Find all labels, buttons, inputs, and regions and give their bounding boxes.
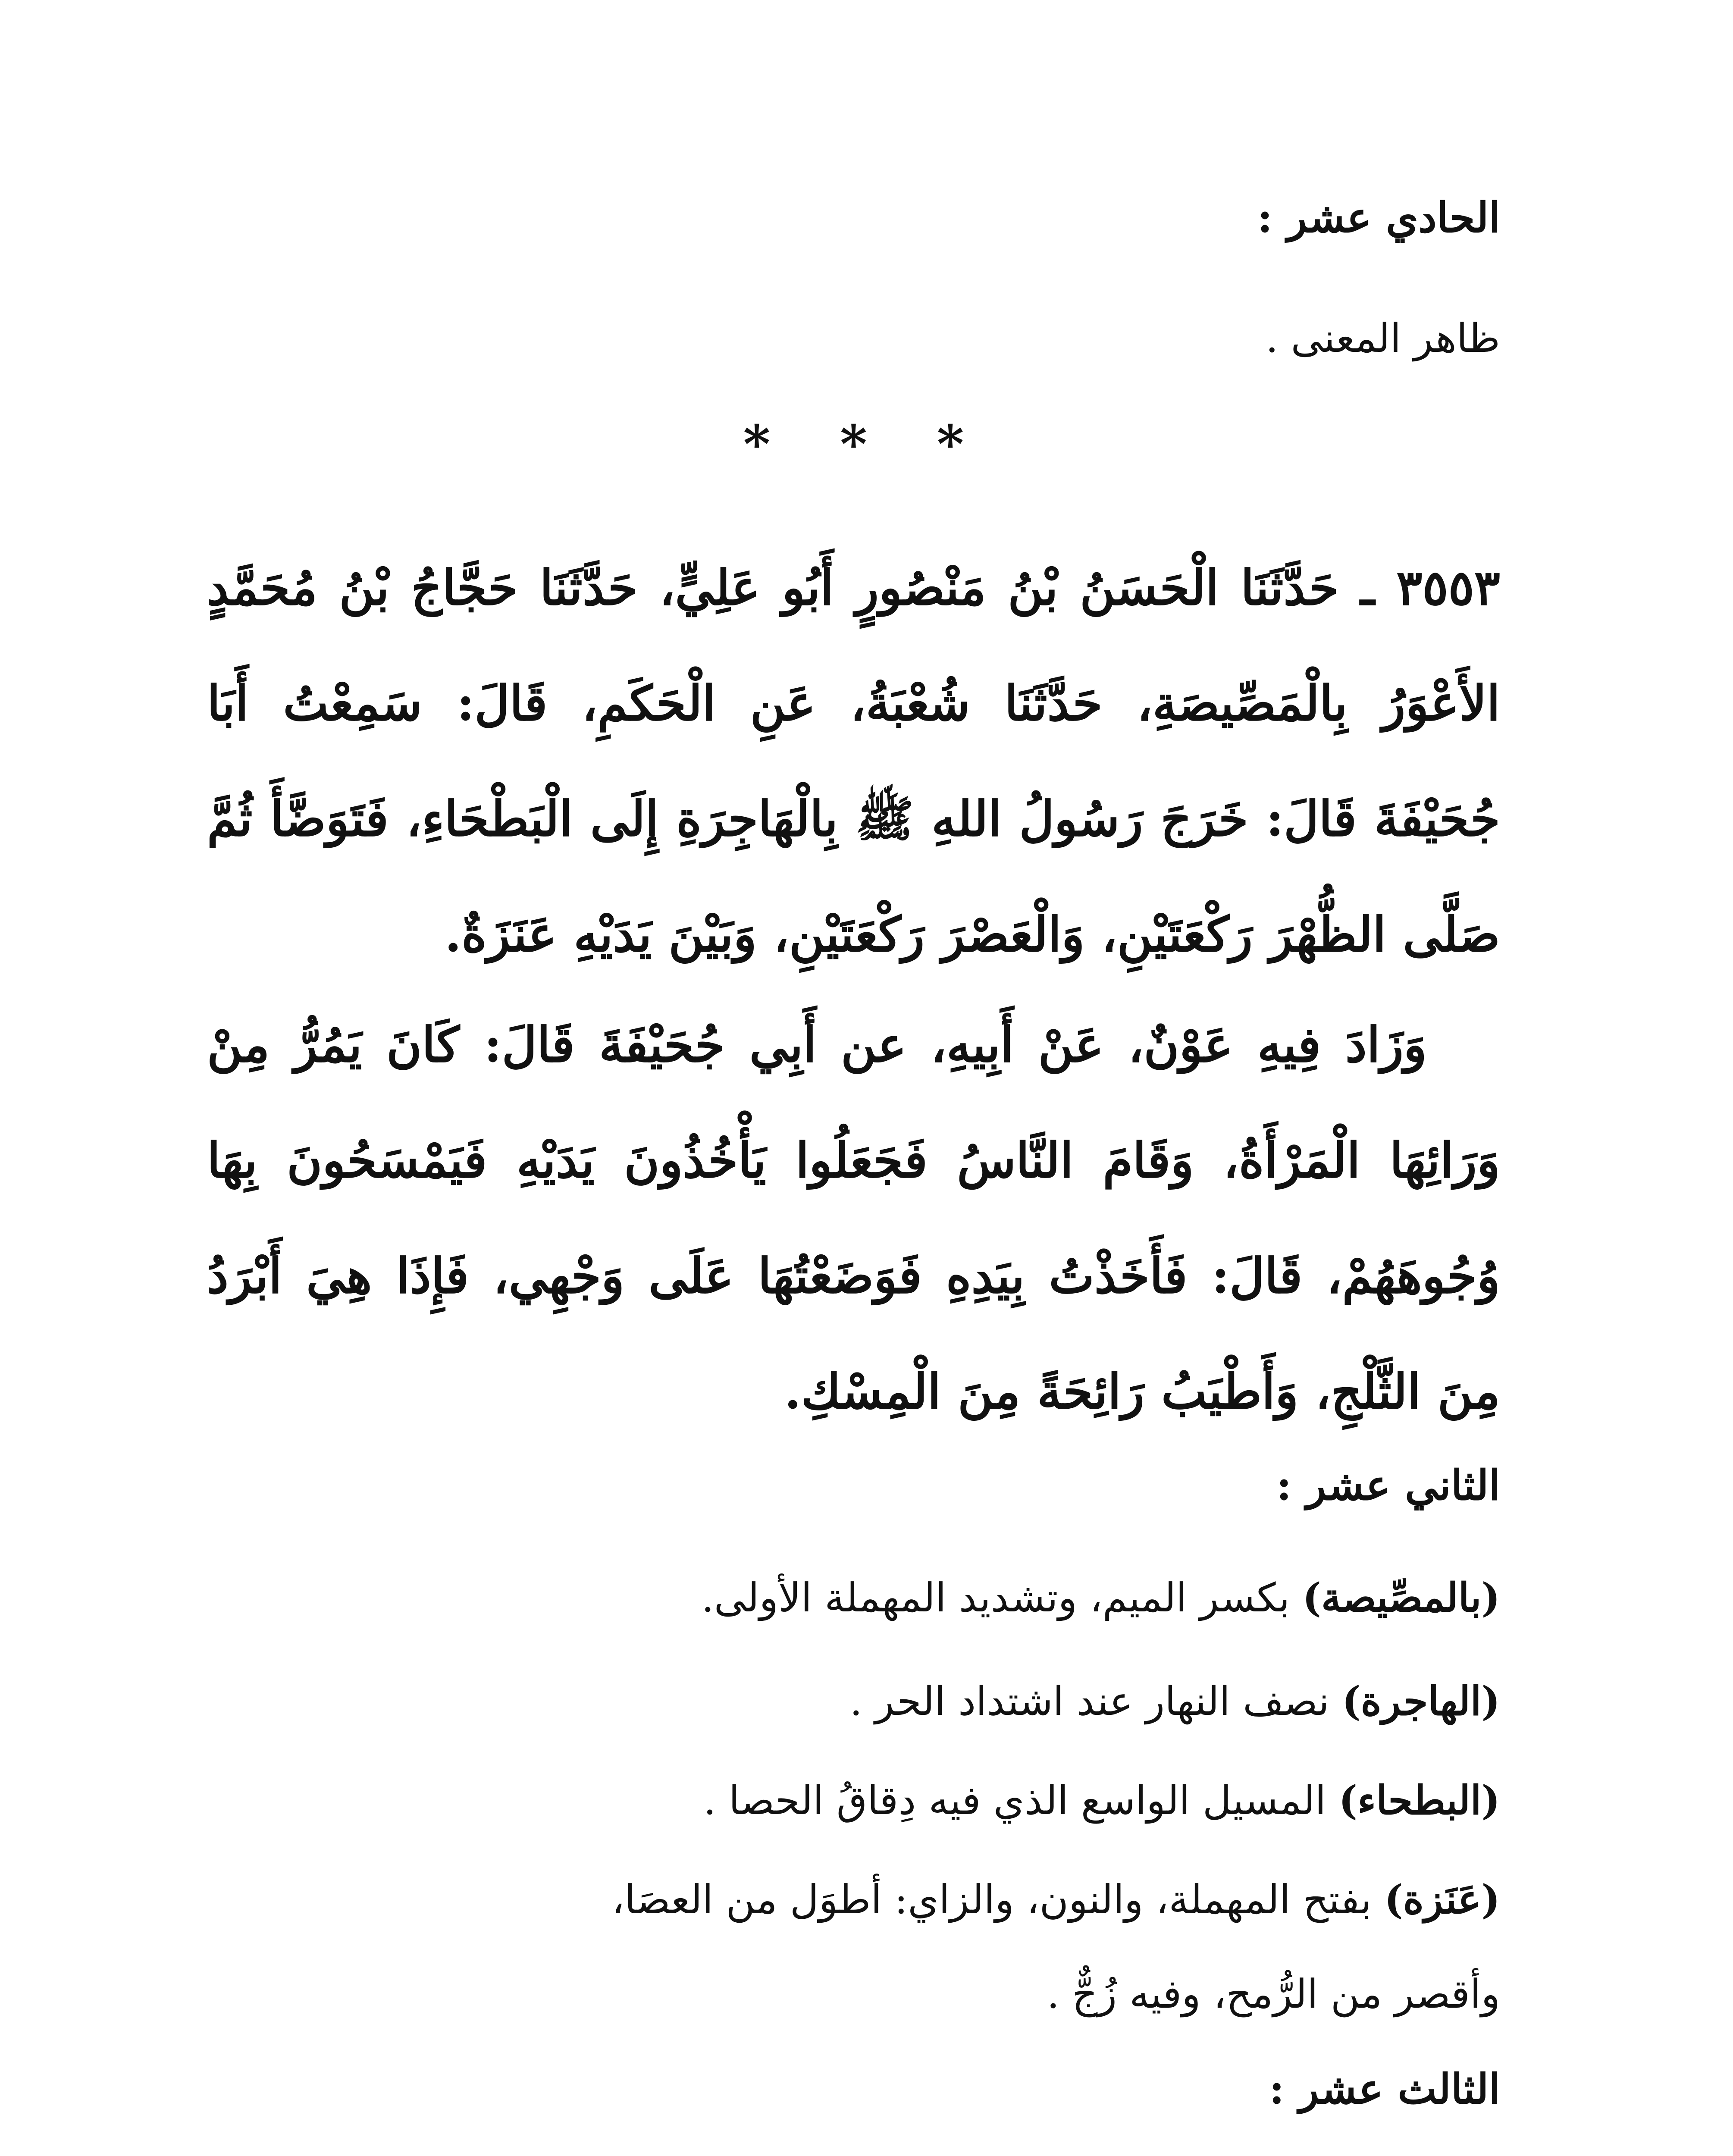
- section-12-heading: الثاني عشر :: [1276, 1461, 1500, 1510]
- commentary-text: بكسر الميم، وتشديد المهملة الأولى.: [701, 1575, 1303, 1621]
- commentary-item: [207, 1673, 1500, 1730]
- commentary-item: [207, 1871, 1500, 1928]
- commentary-text: بفتح المهملة، والنون، والزاي: أطوَل من العصَا،: [611, 1877, 1385, 1923]
- hadith-paragraph-2: وَزَادَ فِيهِ عَوْنٌ، عَنْ أَبِيهِ، عن أَبِي جُحَيْفَةَ قَالَ: كَانَ يَمُرُّ مِنْ وَرَائِهَا الْمَرْأَةُ، وَقَامَ النَّاسُ فَجَعَلُوا يَأْخُذُونَ يَدَيْهِ فَيَمْسَحُونَ بِهَا وُجُوهَهُمْ، قَالَ: فَأَخَذْتُ بِيَدِهِ فَوَضَعْتُهَا عَلَى وَجْهِي، فَإِذَا هِيَ أَبْرَدُ مِنَ الثَّلْجِ، وَأَطْيَبُ رَائِحَةً مِنَ الْمِسْكِ.: [207, 1017, 1500, 1420]
- commentary-term: (عَنَزة): [1384, 1876, 1500, 1923]
- section-11-heading: الحادي عشر :: [1257, 193, 1500, 242]
- section-13-heading: الثالث عشر :: [1269, 2065, 1500, 2113]
- commentary-text: نصف النهار عند اشتداد الحر .: [849, 1678, 1342, 1724]
- commentary-term: (الهاجرة): [1342, 1678, 1500, 1724]
- section-11-text: ظاهر المعنى .: [1266, 315, 1500, 361]
- commentary-term: (بالمصِّيصة): [1302, 1574, 1500, 1621]
- commentary-item: [207, 1772, 1500, 1829]
- hadith-paragraph-1: ٣٥٥٣ ـ حَدَّثَنَا الْحَسَنُ بْنُ مَنْصُورٍ أَبُو عَلِيٍّ، حَدَّثَنَا حَجَّاجُ بْنُ مُحَمَّدٍ الأَعْوَرُ بِالْمَصِّيصَةِ، حَدَّثَنَا شُعْبَةُ، عَنِ الْحَكَمِ، قَالَ: سَمِعْتُ أَبَا جُحَيْفَةَ قَالَ: خَرَجَ رَسُولُ اللهِ ﷺ بِالْهَاجِرَةِ إِلَى الْبَطْحَاءِ، فَتَوَضَّأَ ثُمَّ صَلَّى الظُّهْرَ رَكْعَتَيْنِ، وَالْعَصْرَ رَكْعَتَيْنِ، وَبَيْنَ يَدَيْهِ عَنَزَةٌ.: [207, 560, 1500, 963]
- commentary-term: (البطحاء): [1338, 1777, 1500, 1824]
- commentary-continuation: وأقصر من الرُّمح، وفيه زُجٌّ .: [1047, 1971, 1500, 2017]
- commentary-item: [207, 1570, 1500, 1626]
- section-separator: * * *: [743, 414, 990, 475]
- commentary-text: المسيل الواسع الذي فيه دِقاقُ الحصا .: [703, 1777, 1339, 1824]
